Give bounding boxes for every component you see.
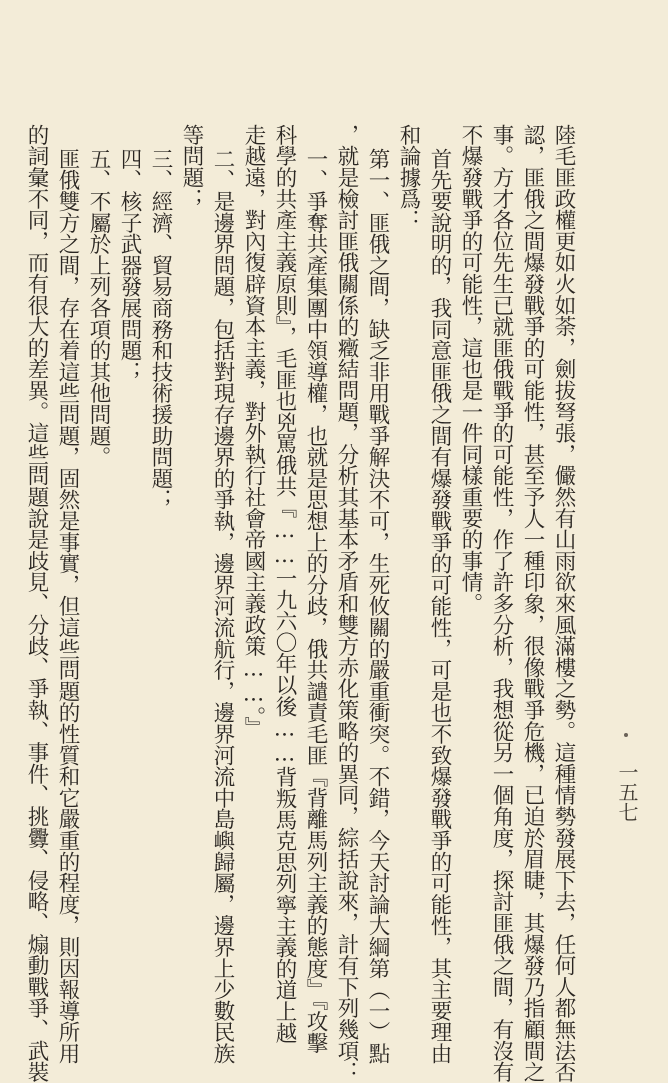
text-column: 首先要說明的，我同意匪俄之間有爆發戰爭的可能性，可是也不致爆發戰爭的可能性，其主要理由: [427, 148, 452, 1064]
text-column: 科學的共產主義原則』，毛匪也兇罵俄共『……一九六〇年以後……背叛馬克思列寧主義的道上越: [272, 124, 297, 1044]
margin-dot: [624, 733, 628, 737]
text-column: 五、不屬於上列各項的其他問題。: [86, 148, 111, 468]
text-column: 匪俄雙方之間，存在着這些問題，固然是事實，但這些問題的性質和它嚴重的程度，則因報導所用: [55, 148, 80, 1064]
text-column: 的詞彙不同，而有很大的差異。這些問題說是歧見、分歧、爭執、事件、挑釁、侵略、煽動戰爭、武裝: [24, 124, 49, 1083]
page-number: 一五七: [615, 762, 639, 822]
text-column: 事。方才各位先生已就匪俄戰爭的可能性，作了許多分析，我想從另一個角度，探討匪俄之間，有沒有: [489, 124, 514, 1083]
text-column: 等問題；: [179, 124, 204, 210]
text-column: 認，匪俄之間爆發戰爭的可能性，甚至予人一種印象，很像戰爭危機，已迫於眉睫，其爆發乃指顧間之: [520, 124, 545, 1083]
text-column: 不爆發戰爭的可能性，這也是一件同樣重要的事情。: [458, 124, 483, 614]
text-column: 三、經濟、貿易商務和技術援助問題；: [148, 148, 173, 511]
text-column: 走越遠，對內復辟資本主義，對外執行社會帝國主義政策……。』: [241, 124, 266, 738]
text-column: 一、爭奪共產集團中領導權，也就是思想上的分歧，俄共譴責毛匪『背離馬列主義的態度』『攻擊: [303, 148, 328, 1054]
text-column: 四、核子武器發展問題；: [117, 148, 142, 383]
text-column: ，就是檢討匪俄關係的癥結問題，分析其基本矛盾和雙方赤化策略的異同，綜括說來，計有下列幾項：: [334, 124, 359, 1083]
text-column: 和論據爲：: [396, 124, 421, 231]
text-column: 二、是邊界問題，包括對現存邊界的爭執，邊界河流航行，邊界河流中島嶼歸屬，邊界上少數民族: [210, 148, 235, 1064]
text-column: 第一、匪俄之間，缺乏非用戰爭解決不可，生死攸關的嚴重衝突。不錯，今天討論大綱第（一）點: [365, 148, 390, 1064]
text-column: 陸毛匪政權更如火如荼，劍拔弩張，儼然有山雨欲來風滿樓之勢。這種情勢發展下去，任何人都無法否: [551, 124, 576, 1083]
